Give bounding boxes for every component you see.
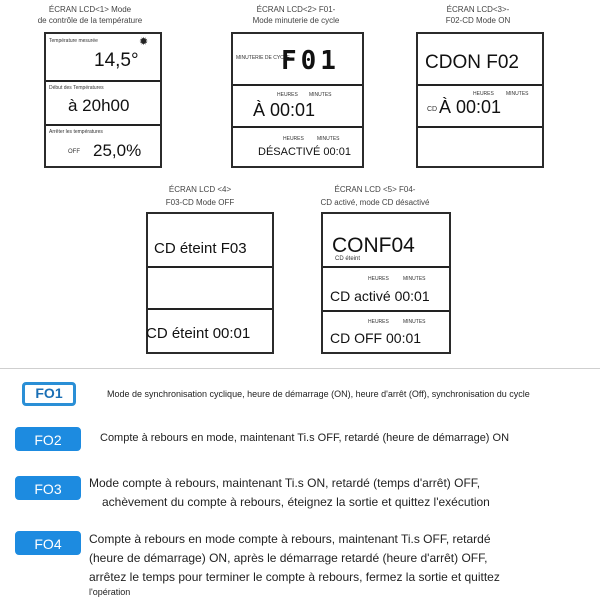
lcd2-code: F01 xyxy=(281,46,340,76)
lcd5-line-2: CD OFF 00:01 xyxy=(330,330,422,346)
lcd5-line-1: CD activé 00:01 xyxy=(330,288,430,304)
legend-divider xyxy=(0,368,600,369)
lcd2-minutes-1: MINUTES xyxy=(309,92,332,98)
lcd3-time: À 00:01 xyxy=(439,97,502,117)
legend-fo1-line-1: Mode de synchronisation cyclique, heure de démarrage (ON), heure d'arrêt (Off), synchronisation du cycle xyxy=(107,389,530,399)
lcd5-caption-1: ÉCRAN LCD <5> F04- xyxy=(334,185,416,194)
lcd4-divider-2 xyxy=(148,308,272,310)
lcd3-caption-2: F02-CD Mode ON xyxy=(445,16,511,25)
lcd2-disabled: DÉSACTIVÉ 00:01 xyxy=(258,146,351,158)
lcd3-panel xyxy=(416,32,544,168)
lcd3-title: CDON F02 xyxy=(425,52,519,73)
lcd5-divider-2 xyxy=(323,310,449,312)
lcd3-caption-1: ÉCRAN LCD<3>- xyxy=(446,5,510,14)
lcd2-time-1: À 00:01 xyxy=(253,100,316,120)
lcd1-panel xyxy=(44,32,162,168)
lcd1-label-start: Début des Températures xyxy=(49,85,104,91)
lcd3-minutes: MINUTES xyxy=(506,91,529,97)
lcd3-cd-prefix: CD xyxy=(427,106,438,113)
lcd3-divider-1 xyxy=(418,84,542,86)
lcd5-panel xyxy=(321,212,451,354)
lcd3-divider-2 xyxy=(418,126,542,128)
lcd2-panel xyxy=(231,32,364,168)
lcd5-divider-1 xyxy=(323,266,449,268)
lcd5-minutes-2: MINUTES xyxy=(403,319,426,325)
lcd4-divider-1 xyxy=(148,266,272,268)
lcd2-divider-2 xyxy=(233,126,362,128)
legend-fo4-line-4: l'opération xyxy=(89,587,131,597)
lcd4-panel xyxy=(146,212,274,354)
legend-fo4-line-1: Compte à rebours en mode compte à rebours, maintenant Ti.s OFF, retardé xyxy=(89,532,491,546)
badge-fo2: FO2 xyxy=(15,427,81,451)
lcd1-caption-2: de contrôle de la température xyxy=(37,16,143,25)
lcd1-temp: 14,5° xyxy=(94,50,139,71)
lcd2-divider-1 xyxy=(233,84,362,86)
badge-fo1: FO1 xyxy=(22,382,76,406)
lcd2-caption-2: Mode minuterie de cycle xyxy=(252,16,340,25)
legend-fo4-line-2: (heure de démarrage) ON, après le démarrage retardé (heure d'arrêt) OFF, xyxy=(89,551,488,565)
legend-fo4-line-3: arrêtez le temps pour terminer le compte à rebours, fermez la sortie et quittez xyxy=(89,570,500,584)
lcd5-hours-1: HEURES xyxy=(368,276,389,282)
lcd1-off-temp: 25,0% xyxy=(93,141,142,160)
lcd4-line-2: CD éteint 00:01 xyxy=(146,325,251,342)
badge-fo4: FO4 xyxy=(15,531,81,555)
lcd5-minutes-1: MINUTES xyxy=(403,276,426,282)
lcd1-start-time: à 20h00 xyxy=(68,96,130,115)
lcd1-divider-2 xyxy=(46,124,160,126)
legend-fo2-line-1: Compte à rebours en mode, maintenant Ti.s OFF, retardé (heure de démarrage) ON xyxy=(100,432,510,444)
lcd2-hours-1: HEURES xyxy=(277,92,298,98)
sun-icon: ✹ xyxy=(139,36,149,48)
lcd1-label-stop: Arrêter les températures xyxy=(49,129,103,135)
lcd5-hours-2: HEURES xyxy=(368,319,389,325)
lcd4-caption-2: F03-CD Mode OFF xyxy=(165,198,235,207)
lcd3-hours: HEURES xyxy=(473,91,494,97)
lcd2-caption-1: ÉCRAN LCD<2> F01- xyxy=(256,5,336,14)
lcd2-minutes-2: MINUTES xyxy=(317,136,340,142)
lcd2-hours-2: HEURES xyxy=(283,136,304,142)
lcd4-caption-1: ÉCRAN LCD <4> xyxy=(168,185,232,194)
lcd1-label-measured: Température mesurée xyxy=(49,38,98,44)
lcd2-label-cycle: MINUTERIE DE CYCLE xyxy=(236,55,290,61)
lcd5-caption-2: CD activé, mode CD désactivé xyxy=(320,198,430,207)
legend-fo3-line-1: Mode compte à rebours, maintenant Ti.s ON, retardé (temps d'arrêt) OFF, xyxy=(89,476,481,490)
lcd1-caption-1: ÉCRAN LCD<1> Mode xyxy=(48,5,132,14)
lcd4-line-1: CD éteint F03 xyxy=(154,240,247,257)
legend-fo3-line-2: achèvement du compte à rebours, éteignez la sortie et quittez l'exécution xyxy=(102,495,490,509)
badge-fo3: FO3 xyxy=(15,476,81,500)
lcd1-off-label: OFF xyxy=(68,149,80,155)
lcd5-sub: CD éteint xyxy=(335,256,361,262)
lcd5-title: CONF04 xyxy=(332,234,415,257)
lcd1-divider-1 xyxy=(46,80,160,82)
